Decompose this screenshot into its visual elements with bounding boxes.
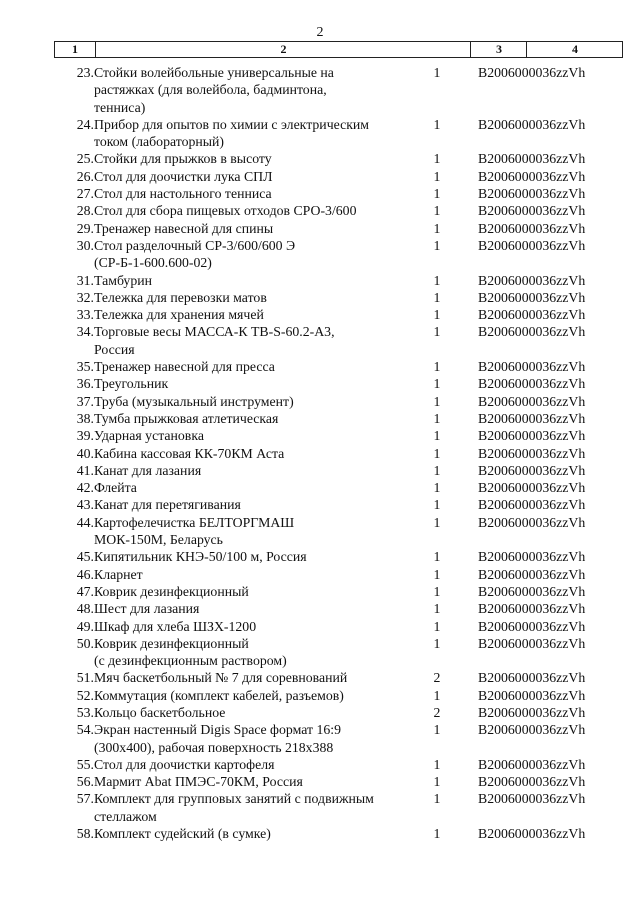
item-quantity: 1 xyxy=(433,410,441,426)
item-name: Коврик дезинфекционный (с дезинфекционным раствором) xyxy=(94,635,287,669)
item-code: B2006000036zzVh xyxy=(478,480,586,496)
row-number: 26. xyxy=(76,168,94,184)
table-row xyxy=(0,496,640,513)
item-name: Канат для перетягивания xyxy=(94,497,241,513)
row-number: 43. xyxy=(76,497,94,513)
item-quantity: 1 xyxy=(433,307,441,323)
table-row xyxy=(0,375,640,392)
item-quantity: 1 xyxy=(433,480,441,496)
item-name: Шест для лазания xyxy=(94,601,200,617)
item-quantity: 1 xyxy=(433,774,441,790)
item-code: B2006000036zzVh xyxy=(478,428,586,444)
item-quantity: 1 xyxy=(433,566,441,582)
item-code: B2006000036zzVh xyxy=(478,376,586,392)
item-quantity: 1 xyxy=(433,393,441,409)
item-quantity: 1 xyxy=(433,826,441,842)
item-code: B2006000036zzVh xyxy=(478,635,586,651)
row-number: 39. xyxy=(76,428,94,444)
row-number: 52. xyxy=(76,687,94,703)
table-row xyxy=(0,393,640,410)
table-header xyxy=(54,41,623,58)
table-row xyxy=(0,410,640,427)
table-row xyxy=(0,825,640,842)
table-row xyxy=(0,479,640,496)
table-row xyxy=(0,185,640,202)
item-name: Стойки для прыжков в высоту xyxy=(94,151,272,167)
item-name: Тренажер навесной для пресса xyxy=(94,359,275,375)
row-number: 55. xyxy=(76,756,94,772)
table-row xyxy=(0,237,640,272)
table-row xyxy=(0,687,640,704)
item-code: B2006000036zzVh xyxy=(478,514,586,530)
table-row xyxy=(0,445,640,462)
item-quantity: 1 xyxy=(433,549,441,565)
item-name: Труба (музыкальный инструмент) xyxy=(94,393,294,409)
item-quantity: 1 xyxy=(433,359,441,375)
item-code: B2006000036zzVh xyxy=(478,168,586,184)
item-code: B2006000036zzVh xyxy=(478,826,586,842)
item-code: B2006000036zzVh xyxy=(478,774,586,790)
row-number: 27. xyxy=(76,186,94,202)
item-code: B2006000036zzVh xyxy=(478,307,586,323)
item-quantity: 1 xyxy=(433,186,441,202)
item-quantity: 1 xyxy=(433,462,441,478)
header-col-4: 4 xyxy=(526,42,623,57)
item-quantity: 2 xyxy=(433,704,441,720)
item-name: Шкаф для хлеба ШЗХ-1200 xyxy=(94,618,257,634)
item-quantity: 1 xyxy=(433,635,441,651)
row-number: 51. xyxy=(76,670,94,686)
item-code: B2006000036zzVh xyxy=(478,186,586,202)
page-number: 2 xyxy=(316,25,324,40)
row-number: 44. xyxy=(76,514,94,530)
item-name: Прибор для опытов по химии с электрическим током (лабораторный) xyxy=(94,116,370,150)
item-code: B2006000036zzVh xyxy=(478,393,586,409)
row-number: 25. xyxy=(76,151,94,167)
item-name: Кольцо баскетбольное xyxy=(94,704,226,720)
header-col-3: 3 xyxy=(470,42,527,57)
item-quantity: 1 xyxy=(433,722,441,738)
table-row xyxy=(0,427,640,444)
item-name: Кларнет xyxy=(94,566,143,582)
row-number: 58. xyxy=(76,826,94,842)
row-number: 30. xyxy=(76,237,94,253)
row-number: 32. xyxy=(76,289,94,305)
row-number: 40. xyxy=(76,445,94,461)
item-name: Стол разделочный СР-3/600/600 Э (СР-Б-1-600.600-02) xyxy=(94,237,296,271)
row-number: 45. xyxy=(76,549,94,565)
item-name: Торговые весы МАССА-К ТВ-S-60.2-А3, Россия xyxy=(94,324,335,357)
item-name: Мармит Abat ПМЭС-70КМ, Россия xyxy=(94,774,303,790)
item-name: Комплект судейский (в сумке) xyxy=(94,826,271,842)
item-name: Кабина кассовая КК-70КМ Аста xyxy=(94,445,285,461)
row-number: 37. xyxy=(76,393,94,409)
item-code: B2006000036zzVh xyxy=(478,289,586,305)
row-number: 34. xyxy=(76,324,94,340)
item-name: Экран настенный Digis Space формат 16:9 (300x400), рабочая поверхность 218x388 xyxy=(94,722,341,755)
header-col-2: 2 xyxy=(95,42,471,57)
item-code: B2006000036zzVh xyxy=(478,756,586,772)
item-quantity: 1 xyxy=(433,203,441,219)
item-quantity: 1 xyxy=(433,220,441,236)
item-name: Треугольник xyxy=(94,376,169,392)
item-quantity: 1 xyxy=(433,116,441,132)
item-name: Стол для настольного тенниса xyxy=(94,186,272,202)
item-quantity: 1 xyxy=(433,791,441,807)
item-code: B2006000036zzVh xyxy=(478,791,586,807)
item-name: Флейта xyxy=(94,480,137,496)
row-number: 48. xyxy=(76,601,94,617)
table-row xyxy=(0,756,640,773)
item-name: Тумба прыжковая атлетическая xyxy=(94,410,279,426)
row-number: 46. xyxy=(76,566,94,582)
item-quantity: 1 xyxy=(433,272,441,288)
item-code: B2006000036zzVh xyxy=(478,65,586,80)
item-quantity: 1 xyxy=(433,583,441,599)
item-code: B2006000036zzVh xyxy=(478,549,586,565)
table-body xyxy=(0,64,640,842)
item-code: B2006000036zzVh xyxy=(478,566,586,582)
row-number: 49. xyxy=(76,618,94,634)
table-row xyxy=(0,583,640,600)
table-row xyxy=(0,548,640,565)
item-code: B2006000036zzVh xyxy=(478,203,586,219)
row-number: 24. xyxy=(76,116,94,132)
item-quantity: 1 xyxy=(433,237,441,253)
table-row xyxy=(0,635,640,670)
item-code: B2006000036zzVh xyxy=(478,462,586,478)
table-row xyxy=(0,514,640,549)
item-name: Канат для лазания xyxy=(94,462,202,478)
table-row xyxy=(0,773,640,790)
table-row xyxy=(0,202,640,219)
item-quantity: 1 xyxy=(433,445,441,461)
item-code: B2006000036zzVh xyxy=(478,618,586,634)
row-number: 23. xyxy=(76,65,94,80)
row-number: 57. xyxy=(76,791,94,807)
table-row xyxy=(0,64,640,116)
item-quantity: 2 xyxy=(433,670,441,686)
row-number: 35. xyxy=(76,359,94,375)
item-code: B2006000036zzVh xyxy=(478,704,586,720)
row-number: 36. xyxy=(76,376,94,392)
item-name: Стол для доочистки лука СПЛ xyxy=(94,168,273,184)
item-name: Ударная установка xyxy=(94,428,204,444)
item-name: Коврик дезинфекционный xyxy=(94,583,249,599)
item-quantity: 1 xyxy=(433,151,441,167)
item-quantity: 1 xyxy=(433,65,441,80)
table-row xyxy=(0,306,640,323)
item-code: B2006000036zzVh xyxy=(478,601,586,617)
item-quantity: 1 xyxy=(433,756,441,772)
item-name: Комплект для групповых занятий с подвижным стеллажом xyxy=(94,791,374,824)
item-name: Тележка для хранения мячей xyxy=(94,307,264,323)
item-code: B2006000036zzVh xyxy=(478,497,586,513)
table-row xyxy=(0,704,640,721)
table-row xyxy=(0,790,640,825)
row-number: 28. xyxy=(76,203,94,219)
table-row xyxy=(0,358,640,375)
header-col-1: 1 xyxy=(72,42,78,56)
table-row xyxy=(0,323,640,358)
item-name: Стол для сбора пищевых отходов СРО-3/600 xyxy=(94,203,357,219)
item-name: Тамбурин xyxy=(94,272,152,288)
table-row xyxy=(0,116,640,151)
item-code: B2006000036zzVh xyxy=(478,151,586,167)
item-name: Тележка для перевозки матов xyxy=(94,289,267,305)
item-code: B2006000036zzVh xyxy=(478,722,586,738)
table-row xyxy=(0,600,640,617)
item-quantity: 1 xyxy=(433,497,441,513)
item-name: Стол для доочистки картофеля xyxy=(94,756,275,772)
table-row xyxy=(0,168,640,185)
item-code: B2006000036zzVh xyxy=(478,670,586,686)
table-row xyxy=(0,150,640,167)
table-row xyxy=(0,669,640,686)
item-name: Стойки волейбольные универсальные на растяжках (для волейбола, бадминтона, тенниса) xyxy=(94,65,334,115)
item-quantity: 1 xyxy=(433,618,441,634)
table-row xyxy=(0,220,640,237)
item-quantity: 1 xyxy=(433,324,441,340)
item-code: B2006000036zzVh xyxy=(478,445,586,461)
item-code: B2006000036zzVh xyxy=(478,220,586,236)
item-name: Коммутация (комплект кабелей, разъемов) xyxy=(94,687,344,703)
item-quantity: 1 xyxy=(433,601,441,617)
row-number: 33. xyxy=(76,307,94,323)
item-quantity: 1 xyxy=(433,428,441,444)
table-row xyxy=(0,566,640,583)
item-code: B2006000036zzVh xyxy=(478,237,586,253)
table-row xyxy=(0,618,640,635)
row-number: 53. xyxy=(76,704,94,720)
item-code: B2006000036zzVh xyxy=(478,583,586,599)
row-number: 54. xyxy=(76,722,94,738)
item-quantity: 1 xyxy=(433,168,441,184)
row-number: 47. xyxy=(76,583,94,599)
row-number: 42. xyxy=(76,480,94,496)
row-number: 29. xyxy=(76,220,94,236)
item-code: B2006000036zzVh xyxy=(478,272,586,288)
table-row xyxy=(0,289,640,306)
table-row xyxy=(0,721,640,756)
item-quantity: 1 xyxy=(433,289,441,305)
item-name: Мяч баскетбольный № 7 для соревнований xyxy=(94,670,348,686)
item-quantity: 1 xyxy=(433,514,441,530)
item-code: B2006000036zzVh xyxy=(478,116,586,132)
row-number: 50. xyxy=(76,635,94,651)
item-code: B2006000036zzVh xyxy=(478,359,586,375)
item-name: Кипятильник КНЭ-50/100 м, Россия xyxy=(94,549,307,565)
item-quantity: 1 xyxy=(433,376,441,392)
row-number: 41. xyxy=(76,462,94,478)
item-name: Тренажер навесной для спины xyxy=(94,220,274,236)
item-code: B2006000036zzVh xyxy=(478,687,586,703)
item-name: Картофелечистка БЕЛТОРГМАШ МОК-150М, Беларусь xyxy=(94,514,295,548)
table-row xyxy=(0,462,640,479)
row-number: 56. xyxy=(76,774,94,790)
row-number: 38. xyxy=(76,410,94,426)
item-code: B2006000036zzVh xyxy=(478,410,586,426)
item-quantity: 1 xyxy=(433,687,441,703)
row-number: 31. xyxy=(76,272,94,288)
table-row xyxy=(0,272,640,289)
item-code: B2006000036zzVh xyxy=(478,324,586,340)
